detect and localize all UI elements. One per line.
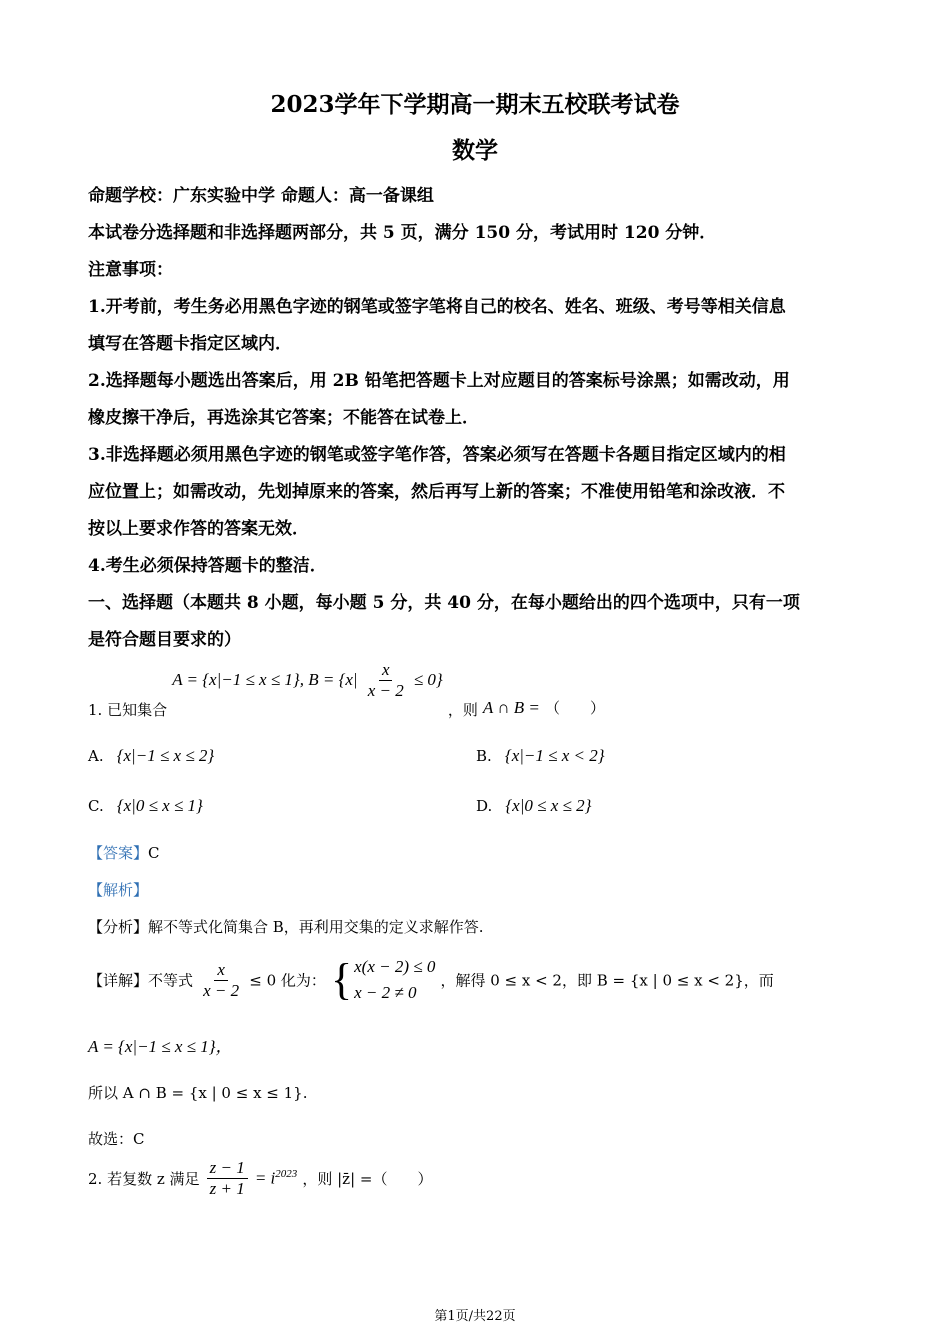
fraction-numerator: x xyxy=(379,660,393,681)
fraction-denominator: z + 1 xyxy=(209,1179,245,1198)
exam-title: 2023学年下学期高一期末五校联考试卷 xyxy=(270,91,680,118)
option-label: A. xyxy=(88,747,104,765)
q2-tail: ，则 |z̄| =（ ） xyxy=(302,1170,433,1188)
note-line: 1.开考前，考生务必用黑色字迹的钢笔或签字笔将自己的校名、姓名、班级、考号等相关信息 xyxy=(88,297,786,317)
set-a-line: A = {x|−1 ≤ x ≤ 1}， xyxy=(88,1037,233,1056)
option-d xyxy=(476,796,591,816)
answer-tag: 【答案】 xyxy=(88,844,149,862)
q1-ask-expr: A ∩ B = xyxy=(482,698,540,717)
option-label: C. xyxy=(88,797,104,815)
q1-set-b-tail: ≤ 0} xyxy=(413,670,443,689)
detail-fraction xyxy=(200,960,242,1001)
fraction-denominator: x − 2 xyxy=(203,980,240,1000)
option-label: B. xyxy=(476,747,492,765)
fenxi-line xyxy=(88,916,484,937)
option-text: {x|−1 ≤ x ≤ 2} xyxy=(116,746,215,765)
note-line: 应位置上；如需改动，先划掉原来的答案，然后再写上新的答案；不准使用铅笔和涂改液．不 xyxy=(88,482,785,502)
question-2 xyxy=(88,1158,432,1199)
notes-title: 注意事项： xyxy=(88,260,173,280)
subject-title: 数学 xyxy=(452,137,498,164)
note-line: 填写在答题卡指定区域内． xyxy=(88,334,292,354)
note-line: 2.选择题每小题选出答案后，用 2B 铅笔把答题卡上对应题目的答案标号涂黑；如需改动，用 xyxy=(88,371,790,391)
option-text: {x|0 ≤ x ≤ 1} xyxy=(116,796,203,815)
brace-symbol: { xyxy=(331,955,353,1004)
q1-fraction xyxy=(365,660,407,701)
fenxi-text: 解不等式化简集合 B，再利用交集的定义求解作答. xyxy=(148,918,484,936)
option-b xyxy=(476,746,605,766)
option-text: {x|0 ≤ x ≤ 2} xyxy=(505,796,592,815)
note-line: 3.非选择题必须用黑色字迹的钢笔或签字笔作答，答案必须写在答题卡各题目指定区域内的相 xyxy=(88,445,786,465)
summary-line: 本试卷分选择题和非选择题两部分，共 5 页，满分 150 分，考试用时 120 分钟． xyxy=(88,223,717,243)
system-row: x(x − 2) ≤ 0 xyxy=(354,957,436,976)
detail-post: ，解得 0 ≤ x < 2，即 B = {x | 0 ≤ x < 2}，而 xyxy=(440,971,774,990)
question-1 xyxy=(88,660,605,720)
option-label: D. xyxy=(476,797,493,815)
fraction-denominator: x − 2 xyxy=(367,681,404,700)
so-line: 所以 A ∩ B = {x | 0 ≤ x ≤ 1}. xyxy=(88,1084,308,1102)
option-a xyxy=(88,746,214,766)
note-line: 按以上要求作答的答案无效． xyxy=(88,519,309,539)
option-c xyxy=(88,796,203,816)
inequality-system xyxy=(331,954,435,1006)
note-line: 橡皮擦干净后，再选涂其它答案；不能答在试卷上． xyxy=(88,408,479,428)
q2-fraction xyxy=(207,1158,248,1199)
q1-set-a: A = {x|−1 ≤ x ≤ 1}, B = {x| xyxy=(172,670,358,689)
choose-line: 故选：C xyxy=(88,1130,145,1148)
q2-power: 2023 xyxy=(275,1168,298,1180)
note-line: 4.考生必须保持答题卡的整洁． xyxy=(88,556,327,576)
detail-line xyxy=(88,954,774,1006)
answer-paren: （ ） xyxy=(544,699,605,717)
fraction-numerator: x xyxy=(214,960,228,981)
q2-prefix: 2. 若复数 z 满足 xyxy=(88,1170,200,1188)
section-heading-cont: 是符合题目要求的） xyxy=(88,630,241,650)
detail-pre: 不等式 xyxy=(148,971,194,990)
fraction-numerator: z − 1 xyxy=(207,1158,248,1179)
q2-eq: = i xyxy=(254,1168,276,1188)
fenxi-tag: 【分析】 xyxy=(88,918,149,936)
q1-prefix: 1. 已知集合 xyxy=(88,701,168,719)
answer-value: C xyxy=(148,844,160,862)
q1-ask-prefix: ，则 xyxy=(447,701,478,719)
detail-tag: 【详解】 xyxy=(88,971,149,990)
system-row: x − 2 ≠ 0 xyxy=(354,983,417,1002)
page-footer: 第1页/共22页 xyxy=(434,1309,516,1324)
detail-mid: ≤ 0 化为： xyxy=(249,971,326,990)
section-heading: 一、选择题（本题共 8 小题，每小题 5 分，共 40 分，在每小题给出的四个选项中，只有一项 xyxy=(88,593,800,613)
answer-line xyxy=(88,842,160,863)
option-text: {x|−1 ≤ x < 2} xyxy=(504,746,605,765)
school-line: 命题学校：广东实验中学 命题人：高一备课组 xyxy=(88,186,434,206)
analysis-tag: 【解析】 xyxy=(88,881,149,899)
